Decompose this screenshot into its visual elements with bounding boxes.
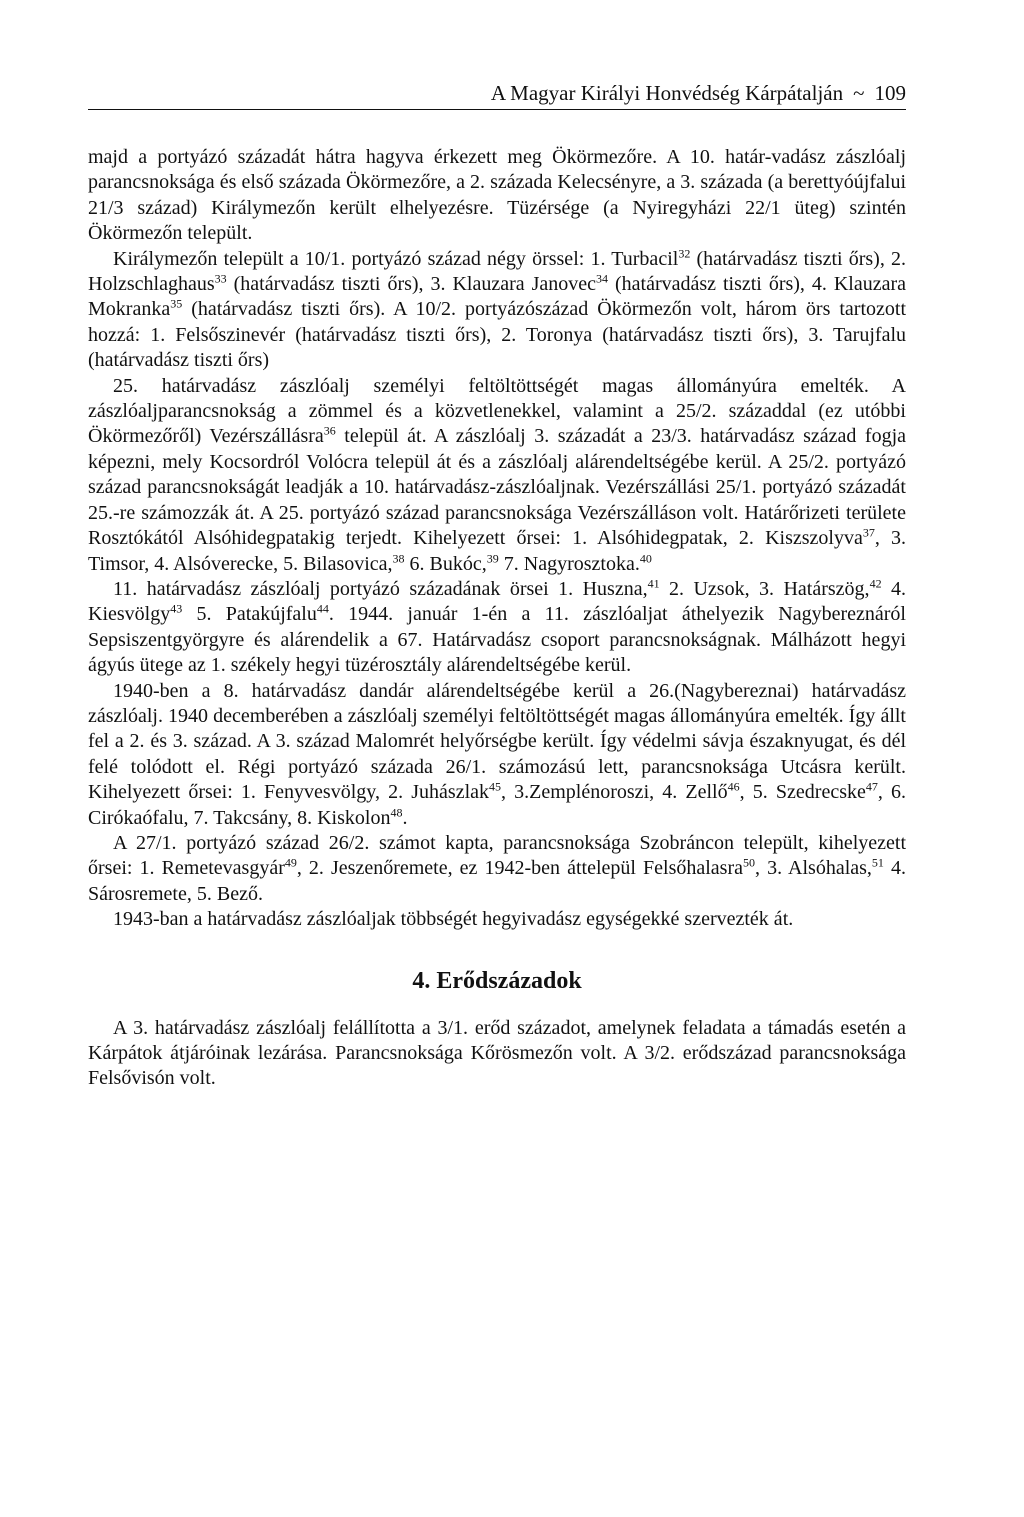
text-run: 7. Nagyrosztoka. (498, 552, 640, 575)
footnote-marker[interactable]: 39 (486, 550, 499, 565)
footnote-marker[interactable]: 35 (170, 296, 183, 311)
header-separator: ~ (853, 81, 865, 105)
body-paragraph (88, 577, 906, 679)
text-run: (határvadász tiszti őrs), 4. Klauzara Mokranka (88, 273, 907, 321)
text-run: (határvadász tiszti őrs), 3. Klauzara Janovec (226, 273, 597, 296)
footnote-marker[interactable]: 49 (284, 855, 297, 870)
text-run: . 1944. január 1-én a 11. zászlóaljat áthelyezik Nagybereznáról Sepsiszentgyörgyre és alárendelik a 67. Határvadász csoport parancsnokságnak. Málházott hegyi ágyús ütege az 1. székely hegyi tüzérosztály alárendeltségébe kerül. (88, 603, 906, 677)
text-run: 1940-ben a 8. határvadász dandár alárendeltségébe kerül a 26.(Nagybereznai) határvadász zászlóalj. 1940 decemberében a zászlóalj személyi feltöltöttségét magas állományúra emelték. Így állt fel a 2. és 3. század. A 3. század Malomrét helyőrségbe került. Így védelmi sávja északnyugat, és dél felé tolódott el. Régi portyázó százada 26/1. számozású lett, parancsnoksága Utcásra került. Kihelyezett őrsei: 1. Fenyvesvölgy, 2. Juhászlak (88, 679, 906, 804)
footnote-marker[interactable]: 38 (392, 550, 405, 565)
text-run: (határvadász tiszti őrs), 2. Holzschlaghaus (88, 247, 906, 296)
footnote-marker[interactable]: 50 (743, 855, 755, 870)
footnote-marker[interactable]: 34 (596, 271, 609, 286)
footnote-marker[interactable]: 42 (869, 576, 882, 591)
body-text (88, 145, 906, 933)
footnote-marker[interactable]: 41 (647, 576, 660, 591)
text-run: , 3. Alsóhalas, (755, 857, 872, 880)
body-paragraph (88, 679, 906, 831)
footnote-marker[interactable]: 44 (316, 601, 329, 616)
footnote-marker[interactable]: 32 (678, 245, 691, 260)
body-paragraph (88, 831, 906, 907)
body-paragraph (88, 247, 906, 374)
footnote-marker[interactable]: 46 (727, 779, 740, 794)
book-page (88, 80, 906, 1092)
text-run: , 3. Timsor, 4. Alsóverecke, 5. Bilasovica, (88, 527, 907, 575)
body-paragraph (88, 374, 906, 577)
footnote-marker[interactable]: 36 (323, 423, 336, 438)
text-run: , 6. Cirókaófalu, 7. Takcsány, 8. Kiskolon (88, 781, 907, 829)
text-run: települ át. A zászlóalj 3. századát a 23/3. határvadász század fogja képezni, mely Kocsordról Volócra települ át és a zászlóalj alárendeltségébe kerül. A 25/2. portyázó század parancsnokságát leadják a 10. határvadász-zászlóaljnak. Vezérszállási 25/1. portyázó századát 25.-re számozzák át. A 25. portyázó század parancsnoksága Vezérszálláson volt. Határőrizeti területe Rosztókától Alsóhidegpatakig terjedt. Kihelyezett őrsei: 1. Alsóhidegpatak, 2. Kiszszolyva (88, 425, 907, 550)
footnote-marker[interactable]: 40 (639, 550, 652, 565)
text-run: , 5. Szedrecske (739, 781, 866, 804)
text-run: 2. Uzsok, 3. Határszög, (659, 577, 870, 600)
footnote-marker[interactable]: 33 (214, 271, 227, 286)
text-run: . (402, 806, 408, 829)
footnote-marker[interactable]: 48 (390, 804, 403, 819)
text-run: 6. Bukóc, (404, 552, 487, 575)
section-text (88, 1016, 906, 1092)
footnote-marker[interactable]: 45 (489, 779, 502, 794)
text-run: (határvadász tiszti őrs). A 10/2. portyázószázad Ökörmezőn volt, három örs tartozott hozzá: 1. Felsőszinevér (határvadász tiszti őrs), 2. Toronya (határvadász tiszti őrs), 3. Tarujfalu (határvadász tiszti őrs) (88, 298, 906, 372)
text-run: Királymezőn települt a 10/1. portyázó század négy örssel: 1. Turbacil (113, 247, 679, 270)
text-run: , 2. Jeszenőremete, ez 1942-ben áttelepül Felsőhalasra (296, 857, 743, 880)
text-run: A 27/1. portyázó század 26/2. számot kapta, parancsnoksága Szobráncon települt, kihelyezett őrsei: 1. Remetevasgyár (88, 831, 906, 880)
text-run: 11. határvadász zászlóalj portyázó századának örsei 1. Huszna, (113, 577, 648, 600)
body-paragraph (88, 907, 906, 932)
footnote-marker[interactable]: 43 (170, 601, 183, 616)
section-heading: 4. Erődszázadok (412, 967, 582, 994)
footnote-marker[interactable]: 51 (871, 855, 884, 870)
running-title: A Magyar Királyi Honvédség Kárpátalján (490, 81, 844, 105)
text-run: 25. határvadász zászlóalj személyi feltöltöttségét magas állományúra emelték. A zászlóaljparancsnokság a zömmel és a közvetlenekkel, valamint a 25/2. századdal (ez utóbbi Ökörmezőről) Vezérszállásra (88, 374, 906, 448)
text-run: 4. Sárosremete, 5. Bező. (88, 857, 906, 905)
section-paragraph: A 3. határvadász zászlóalj felállította a 3/1. erőd századot, amelynek feladata a támadás esetén a Kárpátok átjáróinak lezárása. Parancsnoksága Kőrösmezőn volt. A 3/2. erődszázad parancsnoksága Felsővisón volt. (88, 1016, 906, 1090)
text-run: 4. Kiesvölgy (88, 577, 907, 626)
text-run: , 3.Zemplénoroszi, 4. Zellő (501, 781, 728, 804)
footnote-marker[interactable]: 47 (865, 779, 878, 794)
text-run: majd a portyázó századát hátra hagyva érkezett meg Ökörmezőre. A 10. határ-vadász zászlóalj parancsnoksága és első százada Ökörmezőre, a 2. százada Kelecsényre, a 3. százada (a berettyóújfalui 21/3 század) Királymezőn került elhelyezésre. Tüzérsége (a Nyiregyházi 22/1 üteg) szintén Ökörmezőn települt. (88, 146, 906, 245)
running-header (88, 80, 906, 110)
text-run: 5. Patakújfalu (182, 603, 317, 626)
body-paragraph (88, 145, 906, 247)
page-number: 109 (874, 81, 906, 105)
text-run: 1943-ban a határvadász zászlóaljak többségét hegyivadász egységekké szervezték át. (113, 908, 794, 931)
footnote-marker[interactable]: 37 (862, 525, 875, 540)
